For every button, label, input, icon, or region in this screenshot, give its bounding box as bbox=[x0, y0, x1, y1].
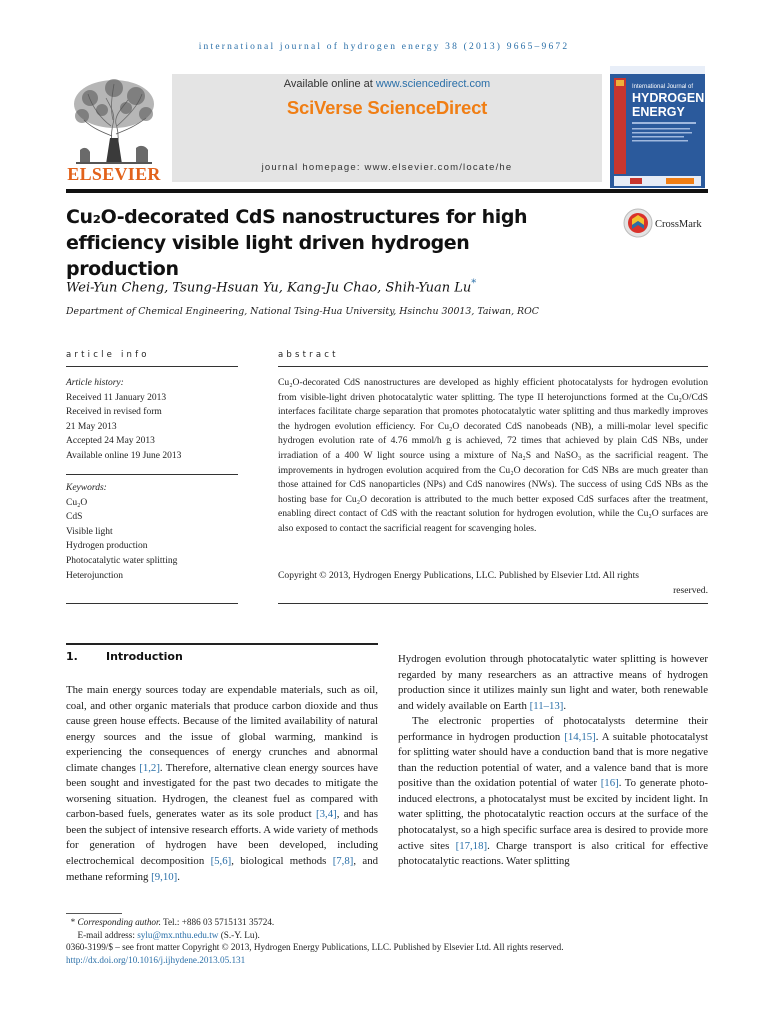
intro-paragraph-1 bbox=[66, 683, 378, 885]
crossmark-icon[interactable] bbox=[623, 208, 653, 238]
citation-link[interactable]: [5,6] bbox=[210, 855, 232, 868]
citation-link[interactable]: [3,4] bbox=[316, 808, 337, 821]
front-matter: 0360-3199/$ – see front matter Copyright © 2013, Hydrogen Energy Publications, LLC. Published by Elsevier Ltd. All rights reserved. bbox=[66, 942, 564, 953]
citation-link[interactable]: [7,8] bbox=[332, 855, 354, 868]
body-text: Hydrogen evolution through photocatalytic water splitting is however regarded by many researchers as an attractive means of hydrogen production since it utilizes mainly sun light and water, both renewable and widely available on Earth bbox=[398, 653, 708, 712]
citation-link[interactable]: [17,18] bbox=[455, 839, 488, 852]
history-item: Accepted 24 May 2013 bbox=[66, 436, 155, 447]
body-text: . A suitable photocatalyst for splitting water should have a conduction band that is more negative than the reduction potential of water, and a valence band that is more positive than the oxidation potential of water bbox=[398, 730, 708, 790]
article-title bbox=[66, 204, 586, 282]
intro-paragraph-2 bbox=[398, 652, 708, 714]
abstract-body: Cu₂O-decorated CdS nanostructures are developed as highly efficient photocatalysts for hydrogen evolution from visible-light driven photocatalytic water splitting. The type II heterojunctions formed at the Cu₂O/CdS interfaces facilitate charge separation that promotes photocatalytic water splitting and thus markedly improves the hydrogen evolution efficiency. For Cu₂O decorated CdS nanobeads (NB), a milli-molar level specific hydrogen evolution rate of 4.76 mmol/h g is achieved, 72 times that achieved by plain CdS NBs, under irradiation of a 400 W light source using a mixture of Na₂S and NaSO₃ as the sacrificial reagent. The improvements in hydrogen evolution acquired from the Cu₂O decoration for CdS NBs are much greater than those attained for CdS nanoparticles (NPs) and CdS nanowires (NWs). The success of using CdS NBs as the hosting base for Cu₂O decoration is attributed to the much better exposed CdS surfaces after the treatment, enabling direct contact of CdS with the reactant solution for hydrogen evolution, while the Cu₂O surfaces are also exposed to contact the sacrificial reagent for scavenging holes. bbox=[278, 377, 708, 534]
article-info-heading: article info bbox=[66, 350, 150, 360]
body-column-left bbox=[66, 683, 378, 885]
body-column-right bbox=[398, 652, 708, 870]
body-text: , and has been the subject of intensive research efforts. A wide variety of methods for generation of hydrogen have been developed, including electrochemical decomposition bbox=[66, 808, 378, 868]
sciverse-sciencedirect-logo: SciVerse ScienceDirect bbox=[286, 97, 488, 118]
keyword-item: Hydrogen production bbox=[66, 541, 148, 552]
keyword-item: CdS bbox=[66, 512, 83, 523]
doi-link[interactable]: http://dx.doi.org/10.1016/j.ijhydene.2013.05.131 bbox=[66, 954, 246, 965]
corresponding-author-label: Corresponding author. bbox=[77, 917, 161, 927]
journal-homepage[interactable]: journal homepage: www.elsevier.com/locate/he bbox=[261, 162, 513, 173]
body-text: , and methane reforming bbox=[66, 855, 378, 883]
article-info-rule-bottom bbox=[66, 603, 238, 604]
author-list bbox=[66, 278, 666, 295]
crossmark-label[interactable]: CrossMark bbox=[655, 219, 702, 230]
article-history bbox=[66, 376, 238, 464]
article-info-rule-top bbox=[66, 366, 238, 367]
abstract-heading: abstract bbox=[278, 350, 339, 360]
article-title-line-1: Cu₂O-decorated CdS nanostructures for high bbox=[66, 206, 528, 228]
citation-link[interactable]: [1,2] bbox=[139, 761, 160, 774]
keywords bbox=[66, 481, 238, 583]
article-title-line-2: efficiency visible light driven hydrogen production bbox=[66, 232, 470, 280]
footnote-corresponding bbox=[66, 916, 726, 929]
body-text: . Charge transport is also critical for effective photocatalytic reactions. Water splitting bbox=[398, 839, 708, 868]
journal-cover-image bbox=[610, 66, 705, 188]
email-label: E-mail address: bbox=[77, 929, 138, 940]
section-heading-introduction bbox=[66, 650, 183, 663]
body-text: . Therefore, alternative clean energy sources have been sought and investigated for the past two decades to mitigate the worsening situation. Hydrogen, the cleanest fuel as compared with carbon-based fuels, generates water as its sole product bbox=[66, 761, 378, 821]
email-link[interactable]: sylu@mx.nthu.edu.tw bbox=[137, 929, 219, 940]
section-title: Introduction bbox=[106, 650, 183, 663]
abstract-copyright bbox=[278, 569, 708, 598]
citation-link[interactable]: [11–13] bbox=[529, 699, 564, 712]
body-text: . To generate photo-induced electrons, a photocatalyst must be excited by incident light. In water splitting, the photocatalytic reaction occurs at the surface of the photocatalyst, so a high specific surface area is desired to provide more active sites bbox=[398, 777, 708, 852]
citation-link[interactable]: [14,15] bbox=[564, 730, 596, 743]
section-number: 1. bbox=[66, 650, 78, 663]
affiliation: Department of Chemical Engineering, National Tsing-Hua University, Hsinchu 30013, Taiwan, ROC bbox=[66, 306, 539, 317]
body-text: . bbox=[563, 699, 567, 712]
cover-title-small: International Journal of bbox=[632, 84, 694, 90]
footnote-email bbox=[66, 929, 726, 942]
footnote-star: * bbox=[70, 917, 76, 927]
history-item: 21 May 2013 bbox=[66, 421, 117, 432]
keyword-item: Cu₂O bbox=[66, 497, 88, 508]
keyword-item: Heterojunction bbox=[66, 570, 123, 581]
history-label: Article history: bbox=[66, 378, 124, 388]
body-text: , biological methods bbox=[231, 855, 333, 868]
history-item: Available online 19 June 2013 bbox=[66, 450, 182, 461]
body-text: . bbox=[177, 870, 180, 883]
keywords-label: Keywords: bbox=[66, 483, 107, 493]
running-head: international journal of hydrogen energy 38 (2013) 9665–9672 bbox=[198, 42, 570, 52]
abstract-rule-top bbox=[278, 366, 708, 367]
article-info-rule-middle bbox=[66, 474, 238, 475]
history-item: Received 11 January 2013 bbox=[66, 392, 167, 403]
footnotes bbox=[66, 916, 726, 966]
cover-title-line2: ENERGY bbox=[632, 105, 685, 119]
abstract-copyright-text: Copyright © 2013, Hydrogen Energy Publications, LLC. Published by Elsevier Ltd. All rights bbox=[278, 570, 639, 581]
author-names: Wei-Yun Cheng, Tsung-Hsuan Yu, Kang-Ju Chao, Shih-Yuan Lu bbox=[66, 280, 472, 296]
keyword-item: Visible light bbox=[66, 526, 113, 537]
abstract-rule-bottom bbox=[278, 603, 708, 604]
citation-link[interactable]: [9,10] bbox=[151, 870, 178, 883]
intro-paragraph-3 bbox=[398, 714, 708, 869]
email-suffix: (S.-Y. Lu). bbox=[218, 929, 260, 940]
history-item: Received in revised form bbox=[66, 407, 162, 418]
available-online-prefix: Available online at bbox=[283, 78, 376, 90]
keyword-item: Photocatalytic water splitting bbox=[66, 555, 178, 566]
footnote-rule bbox=[66, 913, 122, 914]
available-online bbox=[172, 78, 602, 90]
abstract-copyright-end: reserved. bbox=[673, 584, 708, 596]
citation-link[interactable]: [16] bbox=[600, 777, 619, 790]
intro-rule bbox=[66, 643, 378, 645]
elsevier-wordmark: ELSEVIER bbox=[67, 164, 161, 184]
telephone: Tel.: +886 03 5715131 35724. bbox=[160, 917, 275, 927]
corresponding-author-mark[interactable]: * bbox=[471, 278, 477, 289]
body-text: The main energy sources today are expendable materials, such as oil, coal, and other organic materials that produce carbon dioxide and thus cause green house effects. Because of the limited availability of natural energy sources and the issue of global warming, mankind is experiencing the consequences of energy crunches and abnormal climate changes bbox=[66, 684, 378, 774]
sciencedirect-link[interactable]: www.sciencedirect.com bbox=[375, 78, 491, 90]
header-rule bbox=[66, 189, 708, 193]
body-text: The electronic properties of photocatalysts determine their performance in hydrogen production bbox=[398, 715, 708, 743]
cover-title-line1: HYDROGEN bbox=[632, 91, 705, 105]
